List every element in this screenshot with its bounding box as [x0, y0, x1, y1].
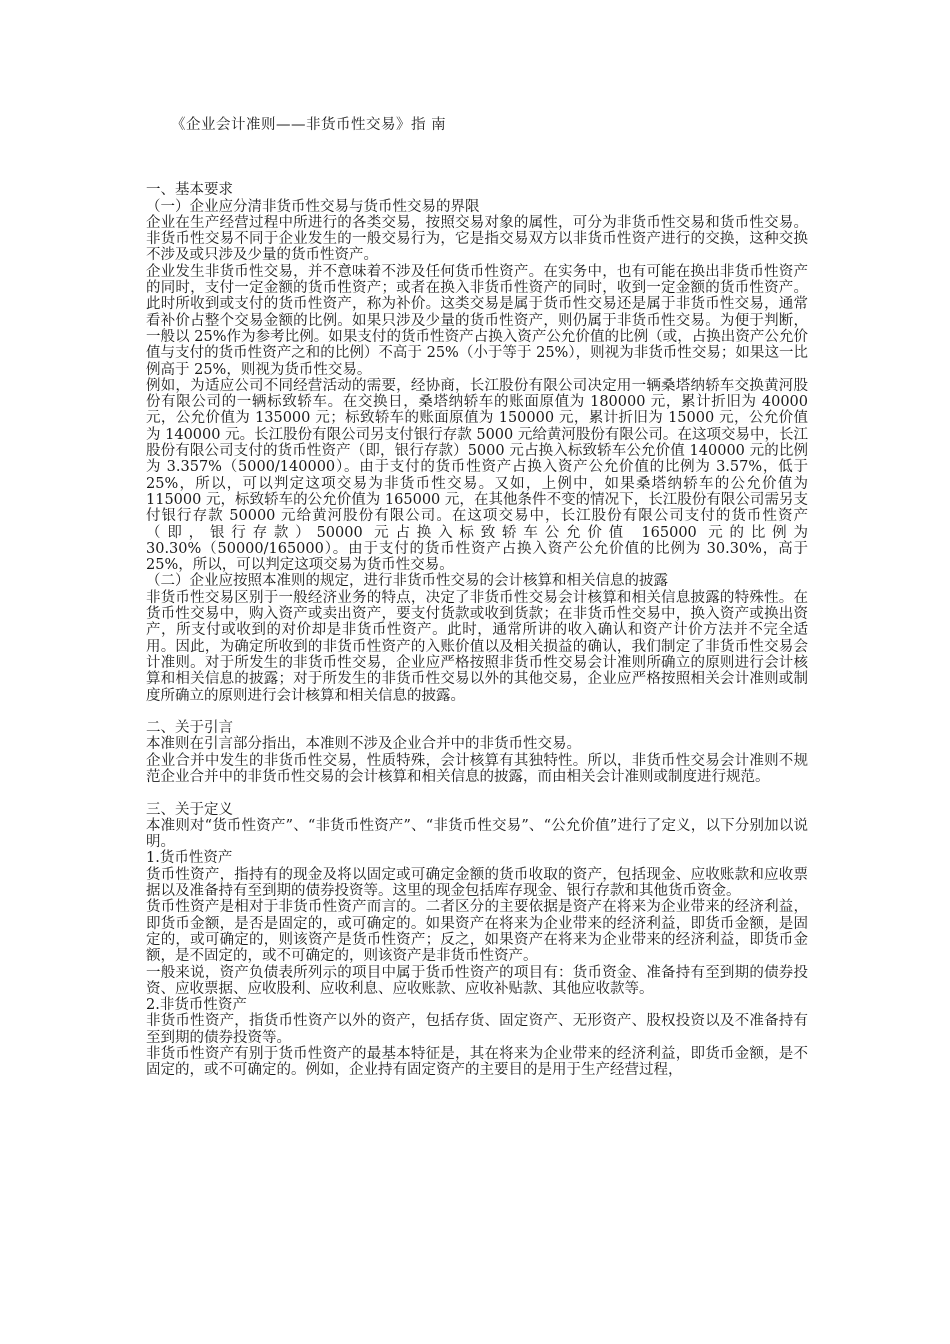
section-introduction	[146, 720, 808, 785]
section-heading: 一、基本要求	[146, 182, 233, 199]
section-spacer	[146, 785, 808, 801]
subsection-heading: （二）企业应按照本准则的规定，进行非货币性交易的会计核算和相关信息的披露	[146, 573, 668, 590]
paragraph: 本准则在引言部分指出，本准则不涉及企业合并中的非货币性交易。	[146, 736, 581, 753]
paragraph: 非货币性资产有别于货币性资产的最基本特征是，其在将来为企业带来的经济利益，即货币金额，是不固定的，或不可确定的。例如，企业持有固定资产的主要目的是用于生产经营过程，	[146, 1046, 808, 1079]
paragraph: 非货币性交易区别于一般经济业务的特点，决定了非货币性交易会计核算和相关信息披露的特殊性。在货币性交易中，购入资产或卖出资产，要支付货款或收到货款；在非货币性交易中，换入资产或换出资产，所支付或收到的对价却是非货币性资产。此时，通常所讲的收入确认和资产计价方法并不完全适用。因此，为确定所收到的非货币性资产的入账价值以及相关损益的确认，我们制定了非货币性交易会计准则。对于所发生的非货币性交易，企业应严格按照非货币性交易会计准则所确立的原则进行会计核算和相关信息的披露；对于所发生的非货币性交易以外的其他交易，企业应严格按照相关会计准则或制度所确立的原则进行会计核算和相关信息的披露。	[146, 589, 808, 704]
section-heading: 二、关于引言	[146, 720, 233, 737]
subsection-heading: 1.货币性资产	[146, 850, 233, 867]
document-body	[146, 117, 808, 1079]
paragraph: 企业发生非货币性交易，并不意味着不涉及任何货币性资产。在实务中，也有可能在换出非货币性资产的同时，支付一定金额的货币性资产；或者在换入非货币性资产的同时，收到一定金额的货币性资产。此时所收到或支付的货币性资产，称为补价。这类交易是属于货币性交易还是属于非货币性交易，通常看补价占整个交易金额的比例。如果只涉及少量的货币性资产，则仍属于非货币性交易。为便于判断，一般以 25%作为参考比例。如果支付的货币性资产占换入资产公允价值的比例（或，占换出资产公允价值与支付的货币性资产之和的比例）不高于 25%（小于等于 25%），则视为非货币性交易；如果这一比例高于 25%，则视为货币性交易。	[146, 263, 808, 378]
section-definitions	[146, 802, 808, 1079]
paragraph: 本准则对“货币性资产”、“非货币性资产”、“非货币性交易”、“公允价值”进行了定义，以下分别加以说明。	[146, 817, 808, 851]
paragraph: 货币性资产，指持有的现金及将以固定或可确定金额的货币收取的资产，包括现金、应收账款和应收票据以及准备持有至到期的债券投资等。这里的现金包括库存现金、银行存款和其他货币资金。	[146, 866, 808, 900]
paragraph: 一般来说，资产负债表所列示的项目中属于货币性资产的项目有：货币资金、准备持有至到期的债券投资、应收票据、应收股利、应收利息、应收账款、应收补贴款、其他应收款等。	[146, 964, 808, 997]
subsection-heading: （一）企业应分清非货币性交易与货币性交易的界限	[146, 198, 480, 215]
paragraph: 货币性资产是相对于非货币性资产而言的。二者区分的主要依据是资产在将来为企业带来的经济利益，即货币金额，是否是固定的，或可确定的。如果资产在将来为企业带来的经济利益，即货币金额，是固定的，或可确定的，则该资产是货币性资产；反之，如果资产在将来为企业带来的经济利益，即货币金额，是不固定的，或不可确定的，则该资产是非货币性资产。	[146, 899, 808, 965]
paragraph: 非货币性资产，指货币性资产以外的资产，包括存货、固定资产、无形资产、股权投资以及不准备持有至到期的债券投资等。	[146, 1013, 808, 1046]
document-title: 《企业会计准则——非货币性交易》指 南	[171, 117, 447, 133]
section-heading: 三、关于定义	[146, 801, 233, 818]
paragraph: 企业在生产经营过程中所进行的各类交易，按照交易对象的属性，可分为非货币性交易和货币性交易。非货币性交易不同于企业发生的一般交易行为，它是指交易双方以非货币性资产进行的交换，这种交换不涉及或只涉及少量的货币性资产。	[146, 214, 808, 264]
paragraph: 企业合并中发生的非货币性交易，性质特殊，会计核算有其独特性。所以，非货币性交易会计准则不规范企业合并中的非货币性交易的会计核算和相关信息的披露，而由相关会计准则或制度进行规范。	[146, 752, 808, 785]
section-spacer	[146, 704, 808, 720]
section-basic-requirements	[146, 182, 808, 704]
subsection-heading: 2.非货币性资产	[146, 997, 247, 1014]
paragraph: 例如，为适应公司不同经营活动的需要，经协商，长江股份有限公司决定用一辆桑塔纳轿车交换黄河股份有限公司的一辆标致轿车。在交换日，桑塔纳轿车的账面原值为 180000 元，累计折旧为 40000 元，公允价值为 135000 元；标致轿车的账面原值为 150000 元，累计折旧为 15000 元，公允价值为 140000 元。长江股份有限公司另支付银行存款 5000 元给黄河股份有限公司。在这项交易中，长江股份有限公司支付的货币性资产（即，银行存款）5000 元占换入标致轿车公允价值 140000 元的比例为 3.357%（5000/140000）。由于支付的货币性资产占换入资产公允价值的比例为 3.57%，低于 25%，所以，可以判定这项交易为非货币性交易。又如，上例中，如果桑塔纳轿车的公允价值为 115000 元，标致轿车的公允价值为 165000 元，在其他条件不变的情况下，长江股份有限公司需另支付银行存款 50000 元给黄河股份有限公司。在这项交易中，长江股份有限公司支付的货币性资产（即，银行存款）50000 元占换入标致轿车公允价值 165000 元的比例为 30.30%（50000/165000）。由于支付的货币性资产占换入资产公允价值的比例为 30.30%，高于 25%，所以，可以判定这项交易为货币性交易。	[146, 377, 808, 574]
